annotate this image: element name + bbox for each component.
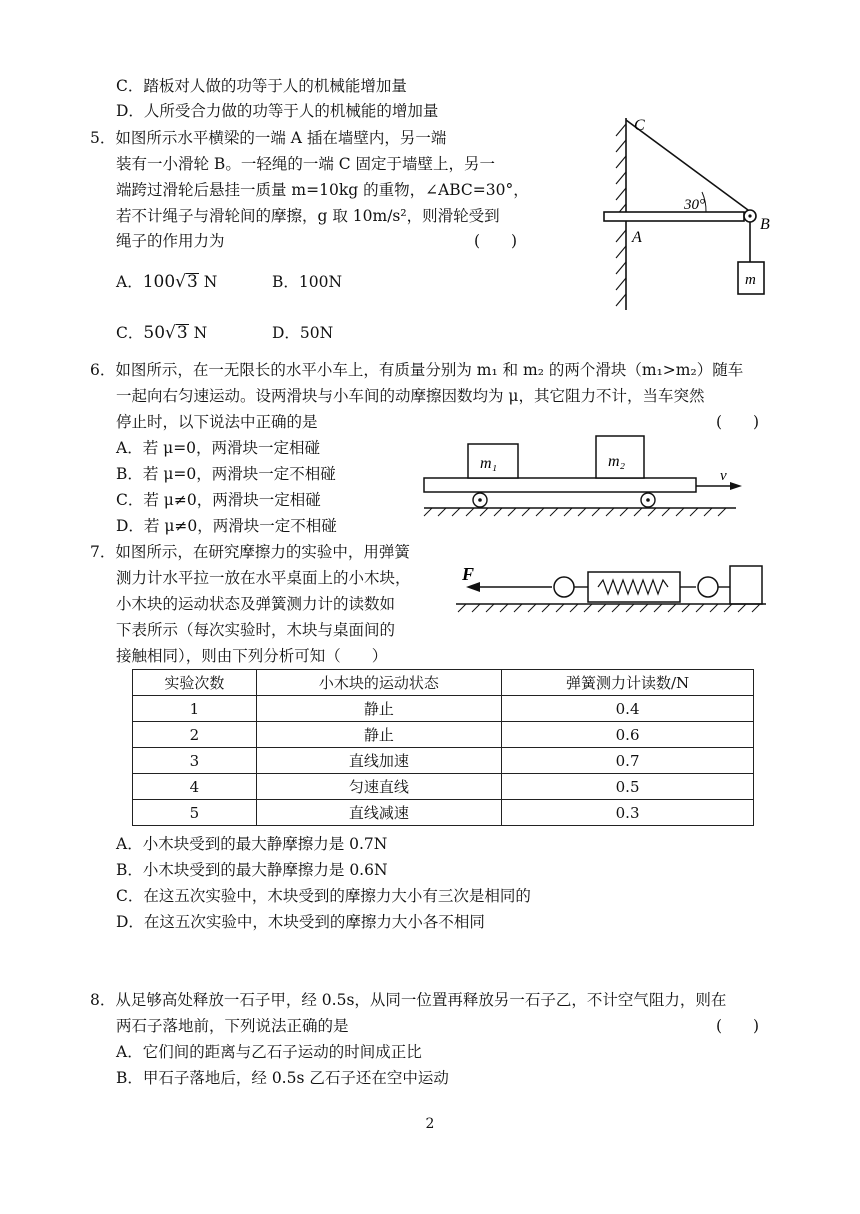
table-header-cell: 实验次数 [133, 670, 257, 696]
table-row [133, 800, 754, 826]
q4-option-c: C．踏板对人做的功等于人的机械能增加量 [116, 77, 407, 95]
table-cell: 5 [133, 800, 257, 826]
q7-option-b: B．小木块受到的最大静摩擦力是 0.6N [116, 861, 388, 879]
table-cell: 0.3 [502, 800, 754, 826]
q7-stem-line-4: 下表所示（每次实验时，木块与桌面间的 [116, 621, 396, 639]
label-a: A [632, 229, 642, 246]
label-mass: m [745, 272, 756, 288]
table-row [133, 722, 754, 748]
q5-stem-line-4: 若不计绳子与滑轮间的摩擦，g 取 10m/s²，则滑轮受到 [116, 207, 500, 225]
q7-data-table [132, 669, 754, 826]
q5-stem-line-3: 端跨过滑轮后悬挂一质量 m=10kg 的重物，∠ABC=30°， [116, 181, 529, 199]
label-m1: m₁ [480, 455, 498, 472]
q5-option-c-unit: N [188, 324, 208, 342]
q6-option-a: A．若 μ=0，两滑块一定相碰 [116, 439, 321, 457]
table-cell: 匀速直线 [256, 774, 501, 800]
q5-stem-line-1: 5．如图所示水平横梁的一端 A 插在墙壁内，另一端 [90, 129, 447, 147]
q8-stem-line-2: 两石子落地前，下列说法正确的是 [116, 1017, 349, 1035]
q7-stem-line-2: 测力计水平拉一放在水平桌面上的小木块， [116, 569, 411, 587]
q5-option-a-label: A． [116, 273, 143, 291]
table-cell: 3 [133, 748, 257, 774]
q6-answer-blank: ( ) [716, 413, 760, 431]
q8-option-b: B．甲石子落地后，经 0.5s 乙石子还在空中运动 [116, 1069, 449, 1087]
table-cell: 0.6 [502, 722, 754, 748]
q7-stem-line-5: 接触相同），则由下列分析可知（ ） [116, 647, 388, 665]
table-cell: 静止 [256, 722, 501, 748]
q5-option-c: C．50√3 N [116, 323, 208, 343]
table-row [133, 696, 754, 722]
table-cell: 2 [133, 722, 257, 748]
table-cell: 4 [133, 774, 257, 800]
q6-stem-line-2: 一起向右匀速运动。设两滑块与小车间的动摩擦因数均为 μ，其它阻力不计，当车突然 [116, 387, 705, 405]
wood-block-icon [730, 566, 762, 604]
label-f: F [462, 564, 475, 584]
q5-option-a: A．100√3 N [116, 272, 218, 292]
q6-cart-figure [420, 432, 750, 522]
q4-option-d: D．人所受合力做的功等于人的机械能的增加量 [116, 102, 439, 120]
q8-option-a: A．它们间的距离与乙石子运动的时间成正比 [116, 1043, 422, 1061]
label-angle: 30° [684, 197, 705, 213]
table-header-cell: 小木块的运动状态 [256, 670, 501, 696]
q5-wall-pulley-figure [600, 112, 800, 317]
q6-option-c: C．若 μ≠0，两滑块一定相碰 [116, 491, 321, 509]
q5-option-c-label: C． [116, 324, 144, 342]
q5-option-c-radicand: 3 [176, 323, 188, 343]
table-header-row [133, 670, 754, 696]
q8-answer-blank: ( ) [716, 1017, 760, 1035]
label-b: B [760, 216, 770, 233]
q5-option-a-unit: N [198, 273, 218, 291]
page-number: 2 [425, 1116, 435, 1132]
q7-spring-scale-figure [456, 556, 766, 622]
q6-stem-line-1: 6．如图所示，在一无限长的水平小车上，有质量分别为 m₁ 和 m₂ 的两个滑块（m₁>m₂）随车 [90, 361, 744, 379]
spring-scale-icon [588, 572, 680, 602]
label-v: v [720, 468, 727, 484]
table-cell: 0.4 [502, 696, 754, 722]
q5-option-c-coef: 50 [143, 323, 166, 343]
q8-stem-line-1: 8．从足够高处释放一石子甲，经 0.5s，从同一位置再释放另一石子乙，不计空气阻力，则在 [90, 991, 727, 1009]
table-cell: 直线减速 [256, 800, 501, 826]
q5-option-a-coef: 100 [142, 272, 176, 292]
q6-stem-line-3: 停止时，以下说法中正确的是 [116, 413, 318, 431]
q6-option-d: D．若 μ≠0，两滑块一定不相碰 [116, 517, 337, 535]
table-header-cell: 弹簧测力计读数/N [502, 670, 754, 696]
label-c: C [634, 117, 645, 134]
q7-stem-line-1: 7．如图所示，在研究摩擦力的实验中，用弹簧 [90, 543, 410, 561]
q7-option-a: A．小木块受到的最大静摩擦力是 0.7N [116, 835, 388, 853]
q5-option-d: D．50N [272, 324, 334, 342]
table-cell: 1 [133, 696, 257, 722]
table-cell: 0.5 [502, 774, 754, 800]
q6-option-b: B．若 μ=0，两滑块一定不相碰 [116, 465, 336, 483]
table-row [133, 774, 754, 800]
q5-answer-blank: ( ) [474, 232, 518, 250]
table-cell: 直线加速 [256, 748, 501, 774]
q5-stem-line-2: 装有一小滑轮 B。一轻绳的一端 C 固定于墙壁上，另一 [116, 155, 496, 173]
table-cell: 0.7 [502, 748, 754, 774]
q5-stem-line-5: 绳子的作用力为 [116, 232, 225, 250]
q7-stem-line-3: 小木块的运动状态及弹簧测力计的读数如 [116, 595, 396, 613]
table-row [133, 748, 754, 774]
table-cell: 静止 [256, 696, 501, 722]
label-m2: m₂ [608, 453, 626, 470]
q7-option-d: D．在这五次实验中，木块受到的摩擦力大小各不相同 [116, 913, 485, 931]
q5-option-b: B．100N [272, 273, 343, 291]
q7-option-c: C．在这五次实验中，木块受到的摩擦力大小有三次是相同的 [116, 887, 531, 905]
q5-option-a-radicand: 3 [187, 272, 198, 292]
